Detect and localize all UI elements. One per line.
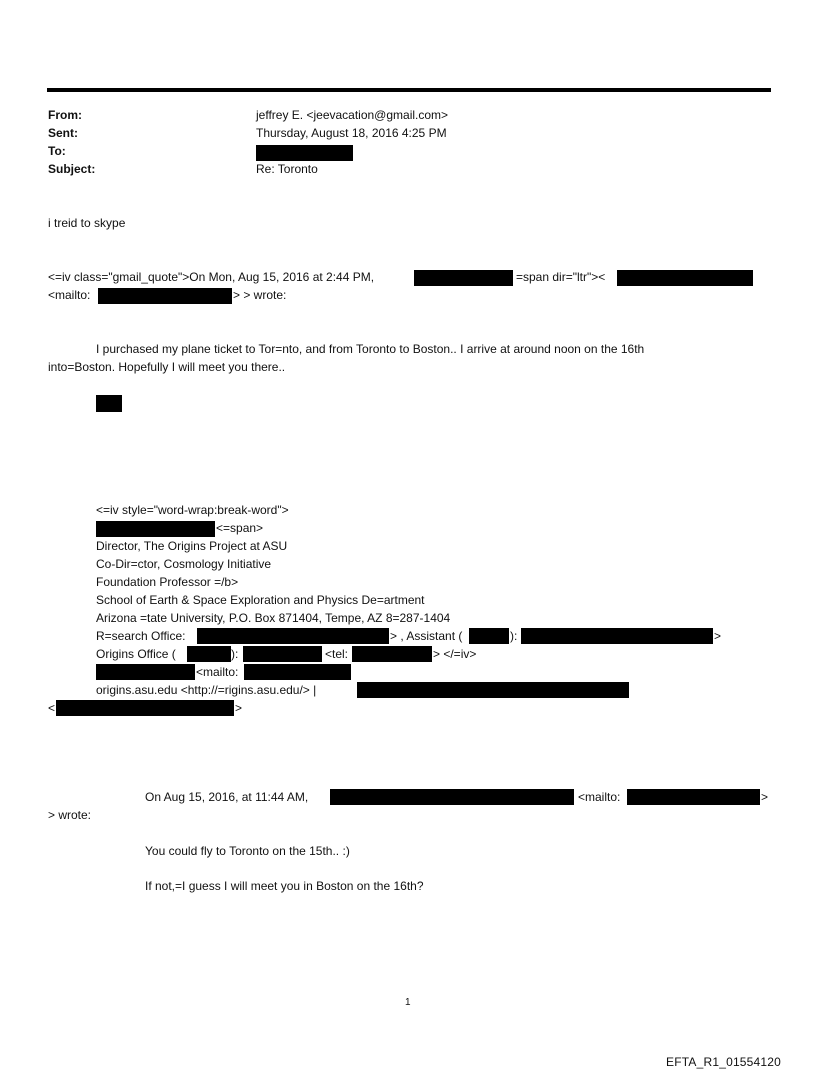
signature-website: origins.asu.edu <http://=rigins.asu.edu/> |	[96, 683, 317, 697]
assistant-phone-redaction	[521, 628, 713, 644]
quote-intro-b: =span dir="ltr"><	[516, 270, 606, 284]
research-phone-redaction	[197, 628, 389, 644]
header-rule	[47, 88, 771, 92]
from-label: From:	[48, 108, 82, 122]
quote-intro-a: <=iv class="gmail_quote">On Mon, Aug 15, 2016 at 2:44 PM,	[48, 270, 375, 284]
earlier-end: >	[761, 790, 769, 804]
origins-name-redaction	[187, 646, 231, 662]
origins-colon: ):	[231, 647, 239, 661]
sent-label: Sent:	[48, 126, 78, 140]
signature-gt: >	[235, 701, 243, 715]
earlier-line-2: If not,=I guess I will meet you in Boston on the 16th?	[145, 879, 424, 893]
signature-title-2: Co-Dir=ctor, Cosmology Initiative	[96, 557, 272, 571]
trailing-redaction	[56, 700, 234, 716]
origins-phone-redaction	[243, 646, 322, 662]
signature-mailto: <mailto:	[196, 665, 239, 679]
research-colon: ):	[510, 629, 518, 643]
subject-label: Subject:	[48, 162, 96, 176]
earlier-sender-redaction	[330, 789, 574, 805]
signature-address: Arizona =tate University, P.O. Box 871404, Tempe, AZ 8=287-1404	[96, 611, 451, 625]
origins-tel: <tel:	[325, 647, 349, 661]
research-office-label: R=search Office:	[96, 629, 186, 643]
earlier-email-redaction	[627, 789, 760, 805]
sent-value: Thursday, August 18, 2016 4:25 PM	[256, 126, 447, 140]
signature-div-open: <=iv style="word-wrap:break-word">	[96, 503, 289, 517]
origins-end: > </=iv>	[433, 647, 477, 661]
research-separator: > , Assistant (	[390, 629, 463, 643]
paragraph-line-1: I purchased my plane ticket to Tor=nto, and from Toronto to Boston.. I arrive at around noon on the 16th	[96, 342, 645, 356]
signature-span-close: <=span>	[216, 521, 264, 535]
signature-title-1: Director, The Origins Project at ASU	[96, 539, 288, 553]
small-redaction	[96, 395, 122, 412]
sender-name-redaction	[414, 270, 513, 286]
earlier-mailto: <mailto:	[578, 790, 621, 804]
paragraph-line-2: into=Boston. Hopefully I will meet you there..	[48, 360, 286, 374]
quote-intro-mailto: <mailto:	[48, 288, 91, 302]
page-number: 1	[405, 997, 411, 1008]
signature-lt: <	[48, 701, 56, 715]
earlier-line-1: You could fly to Toronto on the 15th.. :)	[145, 844, 350, 858]
signature-mailto-redaction	[244, 664, 351, 680]
quote-intro-wrote: > > wrote:	[233, 288, 287, 302]
subject-value: Re: Toronto	[256, 162, 318, 176]
to-label: To:	[48, 144, 66, 158]
earlier-intro: On Aug 15, 2016, at 11:44 AM,	[145, 790, 309, 804]
mailto-redaction	[98, 288, 232, 304]
website-redaction	[357, 682, 629, 698]
sender-email-redaction	[617, 270, 753, 286]
signature-name-redaction	[96, 521, 215, 537]
assistant-name-redaction	[469, 628, 509, 644]
email-redaction	[96, 664, 195, 680]
signature-department: School of Earth & Space Exploration and Physics De=artment	[96, 593, 425, 607]
origins-tel-redaction	[352, 646, 432, 662]
earlier-wrote: > wrote:	[48, 808, 92, 822]
reply-text: i treid to skype	[48, 216, 126, 230]
signature-title-3: Foundation Professor =/b>	[96, 575, 239, 589]
to-redaction	[256, 145, 353, 161]
document-id: EFTA_R1_01554120	[666, 1055, 782, 1069]
from-value: jeffrey E. <jeevacation@gmail.com>	[256, 108, 449, 122]
origins-office-label: Origins Office (	[96, 647, 176, 661]
research-end: >	[714, 629, 722, 643]
